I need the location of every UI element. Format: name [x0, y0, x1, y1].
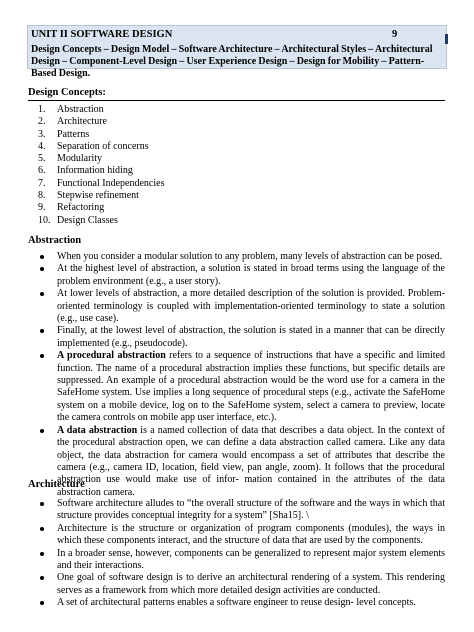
- bullet-item: [39, 251, 445, 263]
- bullet-icon: [40, 267, 44, 271]
- bullet-text: A set of architectural patterns enables a software engineer to reuse design- level concepts.: [57, 597, 416, 609]
- bullet-icon: [40, 354, 44, 358]
- item-label: Separation of concerns: [57, 140, 149, 152]
- item-label: Patterns: [57, 128, 90, 140]
- design-concepts-heading: Design Concepts:: [28, 87, 106, 98]
- item-label: Information hiding: [57, 165, 133, 177]
- bullet-text: One goal of software design is to derive an architectural rendering of a system. This rendering serves as a framework from which more detailed design activities are conducted.: [57, 572, 445, 596]
- bullet-item: [39, 425, 445, 499]
- item-label: Refactoring: [57, 202, 105, 214]
- bullet-text: At the highest level of abstraction, a solution is stated in broad terms using the language of the problem environment (e.g., a user story).: [57, 263, 445, 287]
- bullet-item: [39, 498, 445, 523]
- item-number: 8.: [38, 190, 46, 202]
- item-number: 4.: [38, 140, 46, 152]
- item-number: 6.: [38, 165, 46, 177]
- abstraction-heading: Abstraction: [28, 235, 82, 246]
- bullet-item: [39, 288, 445, 325]
- architecture-heading: Architecture: [28, 479, 85, 490]
- unit-header-box: [27, 25, 447, 79]
- bullet-text: is a named collection of data that describes a data object. In the context of the procedural abstraction open, we can define a data abstraction called camera. Like any data object, the data abstraction for camera would encompass a set of attributes that describe the camera (e.g., camera ID, location, field view, pan angle, zoom). It follows that the procedural abstraction use would make use of infor- mation contained in the attributes of the data abstraction camera.: [57, 424, 445, 498]
- item-number: 3.: [38, 128, 46, 140]
- list-item: [38, 104, 164, 116]
- bullet-icon: [40, 576, 44, 580]
- bullet-text: In a broader sense, however, components can be generalized to represent major system elements and their interactions.: [57, 547, 445, 572]
- list-item: [38, 178, 164, 190]
- bullet-item: [39, 523, 445, 548]
- bullet-icon: [40, 429, 44, 433]
- bullet-text: refers to a sequence of instructions that have a specific and limited function. The name of a procedural abstraction implies these functions, but specific details are suppressed. An example of a procedural abstraction would be the word use for a camera in the SafeHome system. Use implies a long sequence of procedural steps (e.g., activate the SafeHome system on a mobile device, log on to the SafeHome system, select a camera to preview, locate the camera controls on mobile app user interface, etc.).: [57, 350, 445, 424]
- item-label: Stepwise refinement: [57, 190, 139, 202]
- list-item: [38, 165, 164, 177]
- list-item: [38, 215, 164, 227]
- bullet-item: [39, 325, 445, 350]
- item-label: Functional Independencies: [57, 177, 165, 189]
- unit-title: UNIT II SOFTWARE DESIGN: [31, 29, 173, 40]
- bullet-icon: [40, 527, 44, 531]
- bullet-item: [39, 548, 445, 573]
- list-item: [38, 129, 164, 141]
- item-number: 2.: [38, 116, 46, 128]
- list-item: [38, 190, 164, 202]
- item-label: Architecture: [57, 116, 107, 128]
- item-label: Abstraction: [57, 104, 104, 115]
- page-number: 9: [392, 29, 398, 40]
- design-concepts-list: [38, 104, 164, 227]
- heading-rule: [28, 100, 445, 101]
- list-item: [38, 141, 164, 153]
- bullet-lead: A data abstraction: [57, 424, 138, 436]
- bullet-item: [39, 350, 445, 424]
- bullet-icon: [40, 552, 44, 556]
- bullet-item: [39, 572, 445, 597]
- item-number: 10.: [38, 214, 51, 226]
- bullet-item: [39, 263, 445, 288]
- bullet-text: Finally, at the lowest level of abstraction, the solution is stated in a manner that can be directly implemented (e.g., pseudocode).: [57, 325, 445, 349]
- item-number: 7.: [38, 177, 46, 189]
- item-number: 1.: [38, 104, 46, 115]
- bullet-text: Architecture is the structure or organization of program components (modules), the ways in which these components interact, and the structure of data that are used by the components.: [57, 522, 445, 547]
- bullet-item: [39, 597, 445, 609]
- list-item: [38, 202, 164, 214]
- bullet-icon: [40, 255, 44, 259]
- bullet-icon: [40, 329, 44, 333]
- item-label: Design Classes: [57, 214, 118, 226]
- abstraction-bullet-list: [39, 251, 445, 499]
- item-label: Modularity: [57, 153, 102, 165]
- bullet-icon: [40, 292, 44, 296]
- bullet-lead: A procedural abstraction: [57, 350, 166, 362]
- bullet-icon: [40, 502, 44, 506]
- list-item: [38, 116, 164, 128]
- bullet-text: Software architecture alludes to “the overall structure of the software and the ways in which that structure provides conceptual integrity for a system” [Sha15]. \: [57, 498, 445, 522]
- bullet-text: When you consider a modular solution to any problem, many levels of abstraction can be posed.: [57, 251, 443, 262]
- item-number: 5.: [38, 153, 46, 165]
- bullet-text: At lower levels of abstraction, a more detailed description of the solution is provided. Problem-oriented terminology is coupled with implementation-oriented terminology to state a solution (e.g., use case).: [57, 288, 445, 325]
- item-number: 9.: [38, 202, 46, 214]
- list-item: [38, 153, 164, 165]
- bullet-icon: [40, 601, 44, 605]
- unit-topics: Design Concepts – Design Model – Software Architecture – Architectural Styles – Architectural Design – Component-Level Design – User Experience Design – Design for Mobility – Pattern- Based Design.: [31, 44, 433, 79]
- text-cursor-marker: [445, 34, 448, 44]
- architecture-bullet-list: [39, 498, 445, 610]
